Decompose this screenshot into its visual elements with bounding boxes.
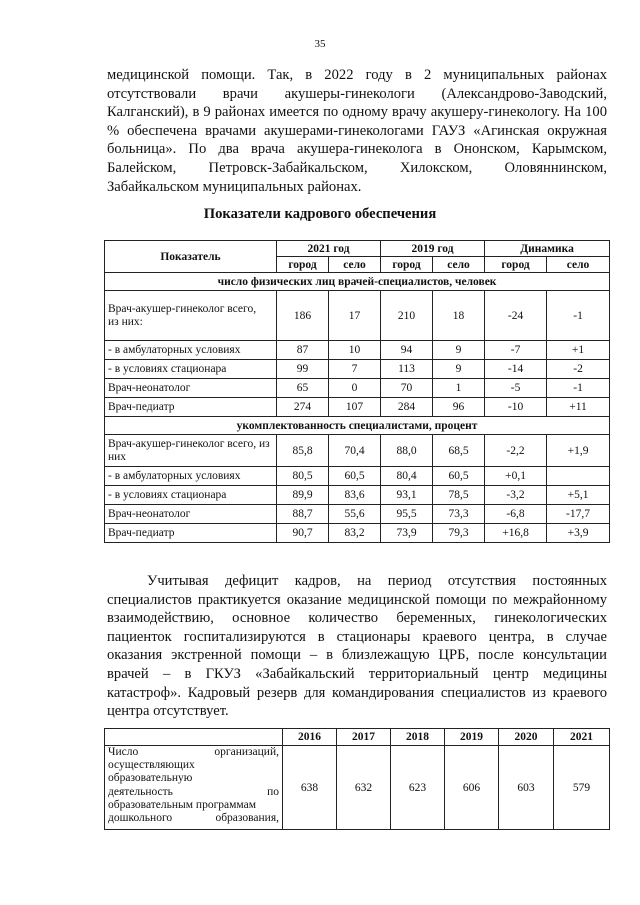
value-cell: 90,7 [277, 524, 329, 543]
value-cell [547, 467, 610, 486]
subheader-cell: город [485, 257, 547, 273]
table-row [105, 379, 610, 398]
table-row [105, 291, 610, 341]
body-paragraph: Учитывая дефицит кадров, на период отсутствия постоянных специалистов практикуется оказание медицинской помощи по межрайонному взаимодействию, основное количество беременных, гинекологических пациенток госпитализируются в стационары краевого центра, в случае оказания экстренной помощи – в близлежащую ЦРБ, после консультации врачей – в ГКУЗ «Забайкальский территориальный центр медицины катастроф». Кадровый резерв для командирования специалистов из краевого центра отсутствует. [107, 573, 607, 720]
value-cell: 107 [329, 398, 381, 417]
value-cell: +11 [547, 398, 610, 417]
header-indicator: Показатель [105, 241, 277, 273]
value-cell: 78,5 [433, 486, 485, 505]
value-cell: +0,1 [485, 467, 547, 486]
row-label: Врач-педиатр [105, 398, 277, 417]
subheader-cell: село [329, 257, 381, 273]
section-header-staffing: укомплектованность специалистами, процент [105, 417, 610, 435]
value-cell: 68,5 [433, 435, 485, 467]
value-cell: 55,6 [329, 505, 381, 524]
page-number: 35 [314, 38, 326, 50]
row-label [105, 291, 277, 341]
value-cell: 9 [433, 360, 485, 379]
value-cell: 83,6 [329, 486, 381, 505]
years-header-row [105, 729, 610, 746]
value-cell: 60,5 [329, 467, 381, 486]
label-word: образования, [215, 812, 279, 825]
value-cell: 94 [381, 341, 433, 360]
value-cell: 70,4 [329, 435, 381, 467]
value-cell: 18 [433, 291, 485, 341]
value-cell: 80,4 [381, 467, 433, 486]
year-header: 2016 [283, 729, 337, 746]
label-line: образовательную [108, 772, 193, 785]
value-cell: 79,3 [433, 524, 485, 543]
table-row [105, 341, 610, 360]
value-cell: 99 [277, 360, 329, 379]
section-header-count: число физических лиц врачей-специалистов, человек [105, 273, 610, 291]
value-cell: 579 [554, 746, 610, 830]
row-label: Врач-неонатолог [105, 379, 277, 398]
value-cell: 274 [277, 398, 329, 417]
value-cell: -5 [485, 379, 547, 398]
label-word: по [267, 785, 279, 798]
year-header: 2021 [554, 729, 610, 746]
value-cell: 210 [381, 291, 433, 341]
table-title: Показатели кадрового обеспечения [203, 206, 437, 222]
row-label: Врач-акушер-гинеколог всего, из них [105, 435, 277, 467]
value-cell: -2 [547, 360, 610, 379]
label-line: образовательным программам [108, 798, 256, 811]
value-cell: 96 [433, 398, 485, 417]
value-cell: -10 [485, 398, 547, 417]
row-label: - в амбулаторных условиях [105, 467, 277, 486]
row-label-subtext: из них: [108, 315, 143, 328]
row-label: Врач-педиатр [105, 524, 277, 543]
value-cell: +3,9 [547, 524, 610, 543]
value-cell: 623 [391, 746, 445, 830]
table-row [105, 360, 610, 379]
value-cell: 88,0 [381, 435, 433, 467]
value-cell: 186 [277, 291, 329, 341]
value-cell: 632 [337, 746, 391, 830]
value-cell: 0 [329, 379, 381, 398]
value-cell: 60,5 [433, 467, 485, 486]
value-cell: 87 [277, 341, 329, 360]
value-cell: 88,7 [277, 505, 329, 524]
year-header: 2019 [445, 729, 499, 746]
table-row [105, 467, 610, 486]
subheader-cell: село [547, 257, 610, 273]
table-row [105, 746, 610, 830]
value-cell: -24 [485, 291, 547, 341]
label-line [108, 812, 279, 825]
value-cell: +5,1 [547, 486, 610, 505]
row-label [105, 746, 283, 830]
value-cell: 1 [433, 379, 485, 398]
intro-paragraph: медицинской помощи. Так, в 2022 году в 2 муниципальных районах отсутствовали врачи акушеры-гинекологи (Александрово-Заводский, Калганский), в 9 районах имеется по одному врачу акушеру-гинекологу. На 100 % обеспечена врачами акушерами-гинекологами ГАУЗ «Агинская окружная больница». По два врача акушера-гинеколога в Ононском, Карымском, Балейском, Петровск-Забайкальском, Хилокском, Оловяннинском, Забайкальском муниципальных районах. [107, 67, 607, 195]
value-cell: 284 [381, 398, 433, 417]
value-cell: 17 [329, 291, 381, 341]
value-cell: +16,8 [485, 524, 547, 543]
value-cell: 606 [445, 746, 499, 830]
education-table [104, 728, 610, 830]
table-row [105, 486, 610, 505]
value-cell: 83,2 [329, 524, 381, 543]
value-cell: -1 [547, 379, 610, 398]
year-header: 2017 [337, 729, 391, 746]
row-label-text: Врач-акушер-гинеколог всего, [108, 302, 257, 315]
label-word: организаций, [214, 746, 279, 758]
value-cell: -14 [485, 360, 547, 379]
value-cell: 65 [277, 379, 329, 398]
value-cell: +1,9 [547, 435, 610, 467]
value-cell: -7 [485, 341, 547, 360]
header-2019: 2019 год [381, 241, 485, 257]
row-label: - в условиях стационара [105, 486, 277, 505]
value-cell: -1 [547, 291, 610, 341]
table-row [105, 435, 610, 467]
value-cell: -17,7 [547, 505, 610, 524]
header-2021: 2021 год [277, 241, 381, 257]
subheader-cell: город [277, 257, 329, 273]
value-cell: 638 [283, 746, 337, 830]
empty-header-cell [105, 729, 283, 746]
value-cell: 80,5 [277, 467, 329, 486]
value-cell: 93,1 [381, 486, 433, 505]
value-cell: 603 [499, 746, 554, 830]
value-cell: -2,2 [485, 435, 547, 467]
label-word: деятельность [108, 785, 173, 798]
value-cell: 9 [433, 341, 485, 360]
label-line [108, 746, 279, 759]
row-label: - в амбулаторных условиях [105, 341, 277, 360]
year-header: 2018 [391, 729, 445, 746]
label-word: дошкольного [108, 812, 173, 825]
value-cell: 73,3 [433, 505, 485, 524]
staffing-table [104, 240, 610, 543]
label-word: Число [108, 746, 139, 758]
header-dynamics: Динамика [485, 241, 610, 257]
value-cell: 73,9 [381, 524, 433, 543]
value-cell: 85,8 [277, 435, 329, 467]
year-header: 2020 [499, 729, 554, 746]
value-cell: 7 [329, 360, 381, 379]
table-row [105, 505, 610, 524]
value-cell: 10 [329, 341, 381, 360]
row-label: - в условиях стационара [105, 360, 277, 379]
value-cell: +1 [547, 341, 610, 360]
value-cell: 113 [381, 360, 433, 379]
value-cell: 70 [381, 379, 433, 398]
subheader-cell: село [433, 257, 485, 273]
table-row [105, 398, 610, 417]
row-label: Врач-неонатолог [105, 505, 277, 524]
value-cell: -6,8 [485, 505, 547, 524]
subheader-cell: город [381, 257, 433, 273]
value-cell: -3,2 [485, 486, 547, 505]
value-cell: 95,5 [381, 505, 433, 524]
label-line: осуществляющих [108, 759, 195, 772]
label-line [108, 786, 279, 799]
value-cell: 89,9 [277, 486, 329, 505]
table-row [105, 524, 610, 543]
